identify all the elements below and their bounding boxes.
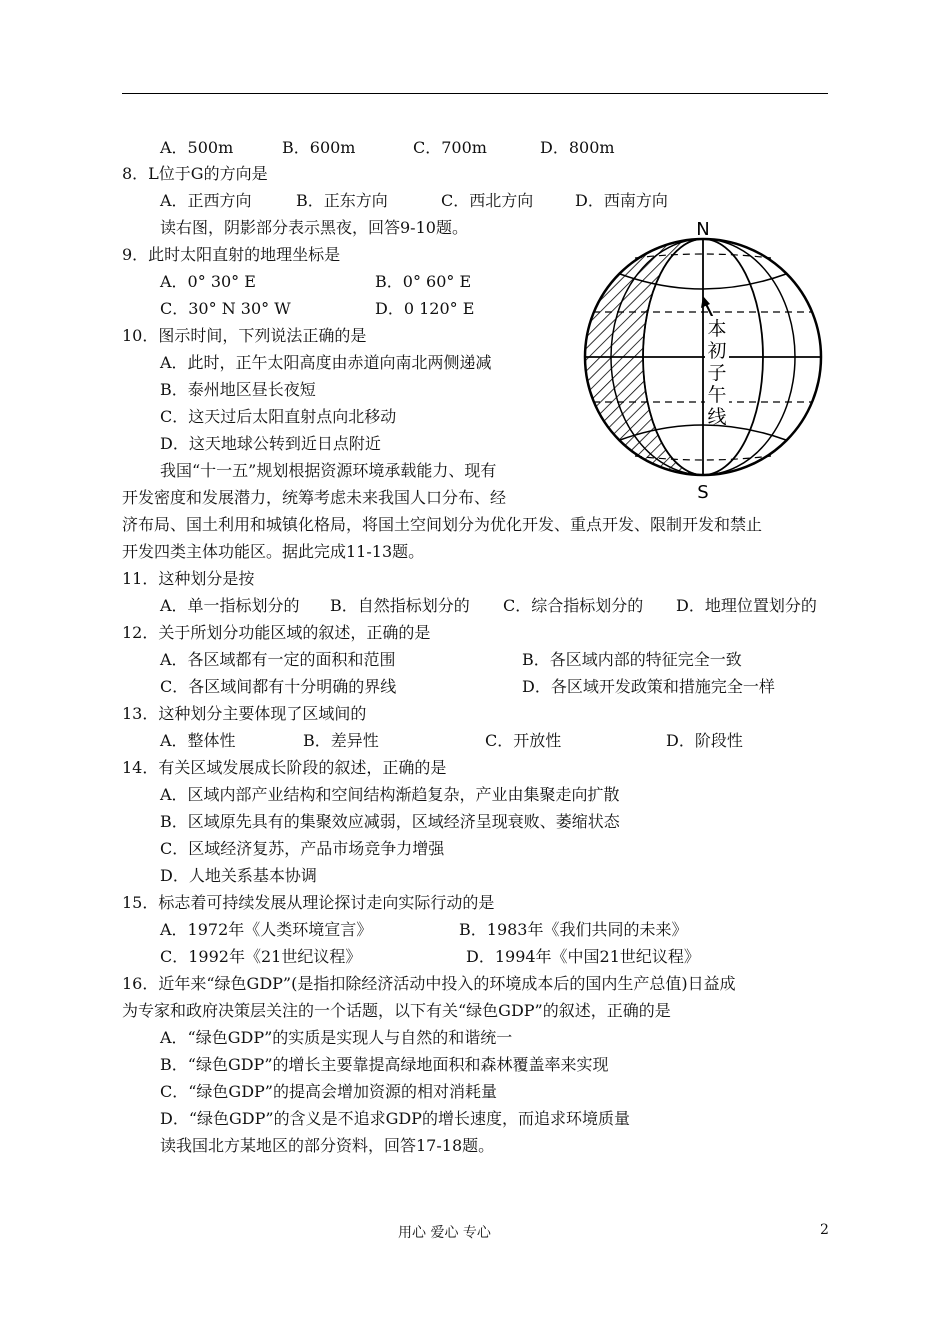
q15-option-b: B．1983年《我们共同的未来》 — [459, 920, 688, 939]
intro-9-10: 读右图，阴影部分表示黑夜，回答9-10题。 — [160, 218, 468, 237]
q12-stem: 12．关于所划分功能区域的叙述，正确的是 — [122, 623, 431, 642]
meridian-label-char: 初 — [707, 340, 727, 362]
q15-stem: 15．标志着可持续发展从理论探讨走向实际行动的是 — [122, 893, 495, 912]
q14-stem: 14．有关区域发展成长阶段的叙述，正确的是 — [122, 758, 447, 777]
meridian-label-char: 线 — [707, 406, 727, 428]
q10-option-a: A．此时，正午太阳高度由赤道向南北两侧递减 — [160, 353, 492, 372]
q13-option-d: D．阶段性 — [666, 731, 743, 750]
q10-option-b: B．泰州地区昼长夜短 — [160, 380, 316, 399]
north-label: N — [696, 219, 710, 240]
q12-option-d: D．各区域开发政策和措施完全一样 — [522, 677, 775, 696]
q9-stem: 9．此时太阳直射的地理坐标是 — [122, 245, 341, 264]
q11-option-c: C．综合指标划分的 — [503, 596, 644, 615]
q8-option-a: A．正西方向 — [160, 191, 252, 210]
q7-option-b: B．600m — [282, 138, 356, 157]
passage-line: 开发四类主体功能区。据此完成11-13题。 — [122, 542, 425, 561]
q10-option-d: D．这天地球公转到近日点附近 — [160, 434, 381, 453]
south-label: S — [697, 482, 709, 503]
meridian-label-char: 子 — [707, 362, 727, 384]
q8-option-b: B．正东方向 — [296, 191, 388, 210]
q11-stem: 11．这种划分是按 — [122, 569, 255, 588]
passage-line: 济布局、国土利用和城镇化格局，将国土空间划分为优化开发、重点开发、限制开发和禁止 — [122, 515, 763, 534]
meridian-label-char: 午 — [707, 384, 727, 406]
q11-option-b: B．自然指标划分的 — [330, 596, 470, 615]
q9-option-d: D．0 120° E — [375, 299, 475, 318]
meridian-label-char: 本 — [707, 318, 727, 340]
q13-option-a: A．整体性 — [160, 731, 236, 750]
q10-stem: 10．图示时间，下列说法正确的是 — [122, 326, 367, 345]
q14-option-a: A．区域内部产业结构和空间结构渐趋复杂，产业由集聚走向扩散 — [160, 785, 620, 804]
q14-option-c: C．区域经济复苏，产品市场竞争力增强 — [160, 839, 445, 858]
q8-option-c: C．西北方向 — [441, 191, 534, 210]
q14-option-b: B．区域原先具有的集聚效应减弱，区域经济呈现衰败、萎缩状态 — [160, 812, 620, 831]
page-number: 2 — [820, 1222, 829, 1238]
passage-line: 开发密度和发展潜力，统筹考虑未来我国人口分布、经 — [122, 488, 507, 507]
footer-motto: 用心 爱心 专心 — [398, 1225, 491, 1241]
q13-stem: 13．这种划分主要体现了区域间的 — [122, 704, 367, 723]
intro-17-18: 读我国北方某地区的部分资料，回答17-18题。 — [160, 1136, 495, 1155]
q11-option-d: D．地理位置划分的 — [676, 596, 817, 615]
passage-line: 我国“十一五”规划根据资源环境承载能力、现有 — [160, 461, 497, 480]
q15-option-a: A．1972年《人类环境宣言》 — [160, 920, 373, 939]
q16-option-c: C．“绿色GDP”的提高会增加资源的相对消耗量 — [160, 1082, 497, 1101]
q16-option-d: D．“绿色GDP”的含义是不追求GDP的增长速度，而追求环境质量 — [160, 1109, 630, 1128]
q7-option-d: D．800m — [540, 138, 615, 157]
q8-stem: 8．L位于G的方向是 — [122, 164, 268, 183]
q12-option-b: B．各区域内部的特征完全一致 — [522, 650, 742, 669]
q13-option-b: B．差异性 — [303, 731, 379, 750]
header-rule — [122, 93, 828, 94]
q12-option-c: C．各区域间都有十分明确的界线 — [160, 677, 397, 696]
globe-figure — [575, 212, 835, 512]
q7-option-c: C．700m — [413, 138, 487, 157]
q16-stem-line: 16．近年来“绿色GDP”(是指扣除经济活动中投入的环境成本后的国内生产总值)日益成 — [122, 974, 736, 993]
q9-option-c: C．30° N 30° W — [160, 299, 291, 318]
q12-option-a: A．各区域都有一定的面积和范围 — [160, 650, 396, 669]
q14-option-d: D．人地关系基本协调 — [160, 866, 317, 885]
q16-stem-line: 为专家和政府决策层关注的一个话题，以下有关“绿色GDP”的叙述，正确的是 — [122, 1001, 671, 1020]
q16-option-a: A．“绿色GDP”的实质是实现人与自然的和谐统一 — [160, 1028, 513, 1047]
q9-option-b: B．0° 60° E — [375, 272, 472, 291]
q11-option-a: A．单一指标划分的 — [160, 596, 300, 615]
q10-option-c: C．这天过后太阳直射点向北移动 — [160, 407, 397, 426]
q13-option-c: C．开放性 — [485, 731, 562, 750]
q15-option-d: D．1994年《中国21世纪议程》 — [466, 947, 700, 966]
q16-option-b: B．“绿色GDP”的增长主要靠提高绿地面积和森林覆盖率来实现 — [160, 1055, 609, 1074]
q15-option-c: C．1992年《21世纪议程》 — [160, 947, 362, 966]
q9-option-a: A．0° 30° E — [160, 272, 256, 291]
q8-option-d: D．西南方向 — [575, 191, 668, 210]
q7-option-a: A．500m — [160, 138, 234, 157]
